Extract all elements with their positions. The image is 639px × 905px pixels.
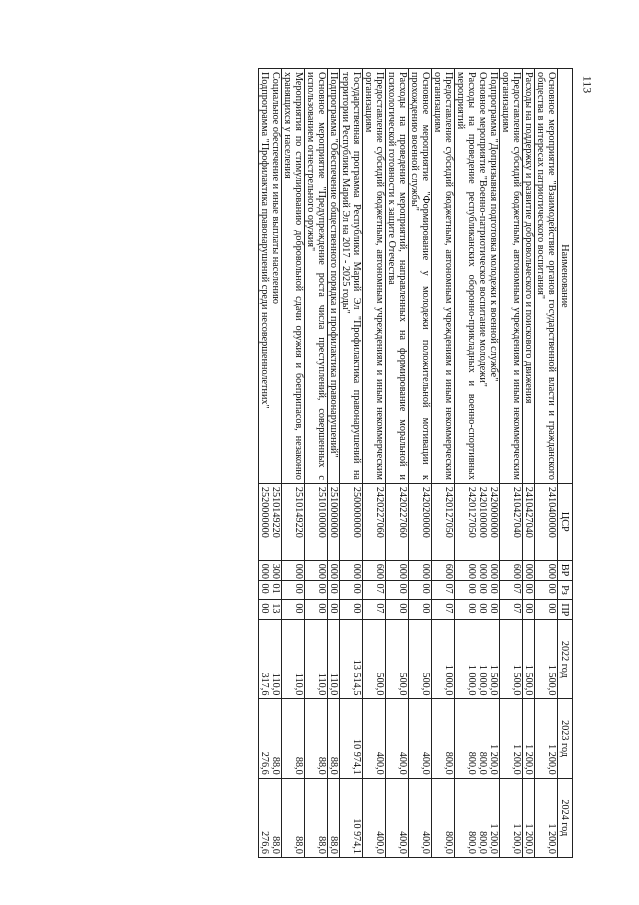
budget-table-rotated [93,68,573,858]
row-csr: 2510149220 2520000000 [259,483,282,560]
row-vr: 000 [282,560,305,580]
row-csr: 2510149220 [282,483,305,560]
row-pr: 13 00 [259,600,282,620]
row-csr: 2500000000 [340,483,363,560]
table-row [455,69,500,858]
row-2023: 1 200,0 [523,699,535,778]
row-rz: 07 [363,580,386,600]
row-name: Мероприятия по стимулированию добровольной сдачи оружия и боеприпасов, незаконно хранящихся у населения [282,69,305,484]
row-2022: 500,0 [386,620,409,699]
row-2022: 500,0 [409,620,432,699]
table-row [409,69,432,858]
row-2022: 110,0 [305,620,328,699]
row-csr: 2410427040 [500,483,523,560]
header-2023: 2023 год [558,699,573,778]
row-name: Государственная программа Республики Марий Эл "Профилактика правонарушений на территории Республики Марий Эл на 2017 - 2025 годы" [340,69,363,484]
table-row [340,69,363,858]
row-pr: 07 [500,600,523,620]
row-csr: 2410427040 [523,483,535,560]
row-name: Подпрограмма "Допризывная подготовка молодежи к военной службе" Основное мероприятие "Военно-патриотическое воспитание молодежи" Расходы на проведение республиканских оборонно-прикладных и военно-спортивных мероприятий [455,69,500,484]
row-pr: 07 [432,600,455,620]
row-2024: 800,0 [432,778,455,857]
row-2023: 400,0 [409,699,432,778]
row-2022: 110,0 [282,620,305,699]
row-name: Основное мероприятие "Формирование у молодежи положительной мотивации к прохождению военной службы" [409,69,432,484]
row-name: Основное мероприятие "Предупреждение роста числа преступлений, совершенных с использованием огнестрельного оружия" [305,69,328,484]
row-pr: 00 [523,600,535,620]
row-2023: 88,0 [305,699,328,778]
table-row [259,69,282,858]
budget-table [258,68,573,858]
row-vr: 000 [340,560,363,580]
row-pr: 00 [305,600,328,620]
table-row [363,69,386,858]
table-row [500,69,523,858]
row-vr: 000 [523,560,535,580]
row-rz: 00 [328,580,340,600]
row-rz: 00 [282,580,305,600]
row-pr: 07 [363,600,386,620]
row-csr: 2420200000 [409,483,432,560]
row-rz: 00 00 00 [455,580,500,600]
table-row [432,69,455,858]
row-2024: 88,0 276,6 [259,778,282,857]
table-row [386,69,409,858]
row-2024: 1 200,0 [500,778,523,857]
row-2024: 400,0 [409,778,432,857]
row-2024: 88,0 [328,778,340,857]
row-2022: 500,0 [363,620,386,699]
row-2022: 110,0 [328,620,340,699]
row-rz: 00 [386,580,409,600]
row-rz: 01 00 [259,580,282,600]
row-name: Предоставление субсидий бюджетным, автономным учреждениям и иным некоммерческим организациям [432,69,455,484]
row-vr: 000 [409,560,432,580]
row-2022: 1 500,0 1 000,0 1 000,0 [455,620,500,699]
row-2024: 10 974,1 [340,778,363,857]
row-rz: 00 [523,580,535,600]
header-csr: ЦСР [558,483,573,560]
row-vr: 000 [386,560,409,580]
table-row [305,69,328,858]
row-name: Основное мероприятие "Взаимодействие органов государственной власти и гражданского общества в интересах патриотического воспитания" [535,69,558,484]
row-vr: 000 [305,560,328,580]
row-name: Социальное обеспечение и иные выплаты населению Подпрограмма "Профилактика правонарушений среди несовершеннолетних" [259,69,282,484]
row-2022: 1 500,0 [535,620,558,699]
row-2024: 400,0 [363,778,386,857]
row-vr: 600 [363,560,386,580]
header-2022: 2022 год [558,620,573,699]
row-2022: 110,0 317,6 [259,620,282,699]
row-vr: 600 [500,560,523,580]
row-2023: 400,0 [386,699,409,778]
row-csr: 2420127050 [432,483,455,560]
row-2023: 10 974,1 [340,699,363,778]
row-pr: 00 [340,600,363,620]
row-csr: 2420227060 [363,483,386,560]
row-2023: 88,0 [328,699,340,778]
header-name: Наименование [558,69,573,484]
row-2024: 400,0 [386,778,409,857]
row-2023: 88,0 276,6 [259,699,282,778]
row-name: Расходы на проведение мероприятий, направленных на формирование моральной и психологической готовности к защите Отечества [386,69,409,484]
header-rz: Рз [558,580,573,600]
row-vr: 300 000 [259,560,282,580]
table-row [535,69,558,858]
row-vr: 000 000 000 [455,560,500,580]
row-2024: 88,0 [282,778,305,857]
row-pr: 00 [409,600,432,620]
row-pr: 00 [535,600,558,620]
page-number: 113 [580,75,595,94]
row-name: Предоставление субсидий бюджетным, автономным учреждениям и иным некоммерческим организациям [500,69,523,484]
row-2023: 88,0 [282,699,305,778]
row-pr: 00 [328,600,340,620]
row-vr: 600 [432,560,455,580]
row-rz: 07 [500,580,523,600]
row-vr: 000 [535,560,558,580]
table-row [282,69,305,858]
row-name: Расходы на поддержку и развитие добровольческого и поискового движения [523,69,535,484]
header-pr: ПР [558,600,573,620]
row-2024: 1 200,0 [535,778,558,857]
row-2023: 800,0 [432,699,455,778]
row-rz: 00 [340,580,363,600]
row-2023: 1 200,0 [535,699,558,778]
row-2024: 88,0 [305,778,328,857]
row-2024: 1 200,0 [523,778,535,857]
row-pr: 00 00 00 [455,600,500,620]
row-pr: 00 [282,600,305,620]
row-rz: 00 [305,580,328,600]
row-2022: 1 500,0 [500,620,523,699]
row-rz: 00 [535,580,558,600]
row-rz: 00 [409,580,432,600]
row-2024: 1 200,0 800,0 800,0 [455,778,500,857]
row-name: Подпрограмма "Обеспечение общественного порядка и профилактика правонарушений" [328,69,340,484]
row-2023: 400,0 [363,699,386,778]
row-pr: 00 [386,600,409,620]
row-2022: 1 000,0 [432,620,455,699]
table-header-row [558,69,573,858]
row-2023: 1 200,0 800,0 800,0 [455,699,500,778]
row-csr: 2410400000 [535,483,558,560]
row-2023: 1 200,0 [500,699,523,778]
header-vr: ВР [558,560,573,580]
row-csr: 2510000000 [328,483,340,560]
row-2022: 13 514,5 [340,620,363,699]
row-2022: 1 500,0 [523,620,535,699]
row-vr: 000 [328,560,340,580]
row-csr: 2510100000 [305,483,328,560]
table-row [328,69,340,858]
table-row [523,69,535,858]
row-csr: 2420000000 2420100000 2420127050 [455,483,500,560]
row-csr: 2420227060 [386,483,409,560]
header-2024: 2024 год [558,778,573,857]
row-rz: 07 [432,580,455,600]
row-name: Предоставление субсидий бюджетным, автономным учреждениям и иным некоммерческим организациям [363,69,386,484]
